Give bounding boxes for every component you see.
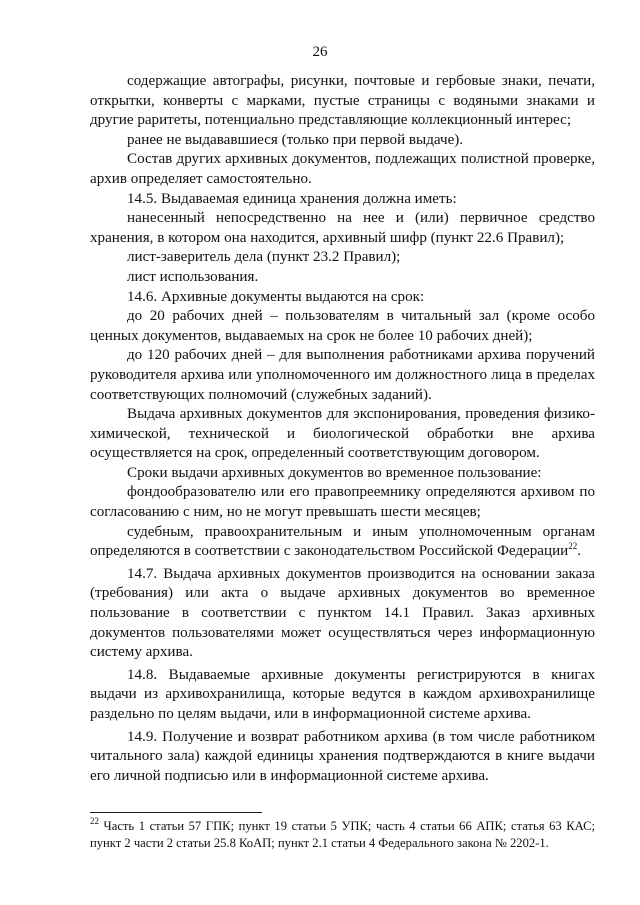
- footnote-text: Часть 1 статьи 57 ГПК; пункт 19 статьи 5 УПК; часть 4 статьи 66 АПК; статья 63 КАС; пункт 2 части 2 статьи 25.8 КоАП; пункт 2.1 статьи 4 Федерального закона № 2202-1.: [90, 819, 595, 850]
- footnote-divider: [90, 812, 262, 813]
- paragraph: 14.6. Архивные документы выдаются на срок:: [127, 288, 425, 305]
- paragraph: 14.5. Выдаваемая единица хранения должна иметь:: [127, 190, 457, 207]
- paragraph: 14.8. Выдаваемые архивные документы регистрируются в книгах выдачи из архивохранилища, которые ведутся в каждом архивохранилище раздельно по целям выдачи, или в информационной системе архива.: [90, 666, 595, 722]
- footnote: [90, 818, 595, 851]
- paragraph: содержащие автографы, рисунки, почтовые и гербовые знаки, печати, открытки, конверты с марками, пустые страницы с водяными знаками и другие раритеты, потенциально представляющие коллекционный интерес;: [90, 73, 595, 129]
- paragraph: нанесенный непосредственно на нее и (или) первичное средство хранения, в котором она находится, архивный шифр (пункт 22.6 Правил);: [90, 210, 595, 246]
- paragraph: Состав других архивных документов, подлежащих полистной проверке, архив определяет самостоятельно.: [90, 151, 595, 187]
- paragraph: Сроки выдачи архивных документов во временное пользование:: [127, 464, 542, 481]
- paragraph: до 20 рабочих дней – пользователям в читальный зал (кроме особо ценных документов, выдаваемых на срок не более 10 рабочих дней);: [90, 308, 595, 344]
- page-number: 26: [312, 44, 328, 60]
- paragraph: лист-заверитель дела (пункт 23.2 Правил);: [127, 249, 401, 266]
- footnote-reference[interactable]: 22: [568, 541, 578, 552]
- paragraph-end: .: [577, 543, 582, 560]
- paragraph: 14.7. Выдача архивных документов производится на основании заказа (требования) или акта о выдаче архивных документов во временное пользование в соответствии с пунктом 14.1 Правил. Заказ архивных документов пользователями может осуществляться через информационную систему архива.: [90, 565, 595, 661]
- paragraph: до 120 рабочих дней – для выполнения работниками архива поручений руководителя архива или уполномоченного им должностного лица в пределах соответствующих полномочий (служебных заданий).: [90, 347, 595, 403]
- body-text: [90, 72, 595, 786]
- paragraph: 14.9. Получение и возврат работником архива (в том числе работником читального зала) каждой единицы хранения подтверждаются в книге выдачи его личной подписью или в информационной системе архива.: [90, 728, 595, 784]
- paragraph-text: судебным, правоохранительным и иным уполномоченным органам определяются в соответствии с законодательством Российской Федерации: [90, 523, 595, 560]
- paragraph: лист использования.: [127, 268, 259, 285]
- paragraph: Выдача архивных документов для экспонирования, проведения физико-химической, технической и биологической обработки вне архива осуществляется на срок, определенный соответствующим договором.: [90, 406, 595, 462]
- paragraph: фондообразователю или его правопреемнику определяются архивом по согласованию с ним, но не могут превышать шести месяцев;: [90, 484, 595, 521]
- paragraph: ранее не выдававшиеся (только при первой выдаче).: [127, 131, 464, 148]
- footnote-marker: 22: [90, 816, 99, 826]
- paragraph-with-footnote: [90, 523, 595, 562]
